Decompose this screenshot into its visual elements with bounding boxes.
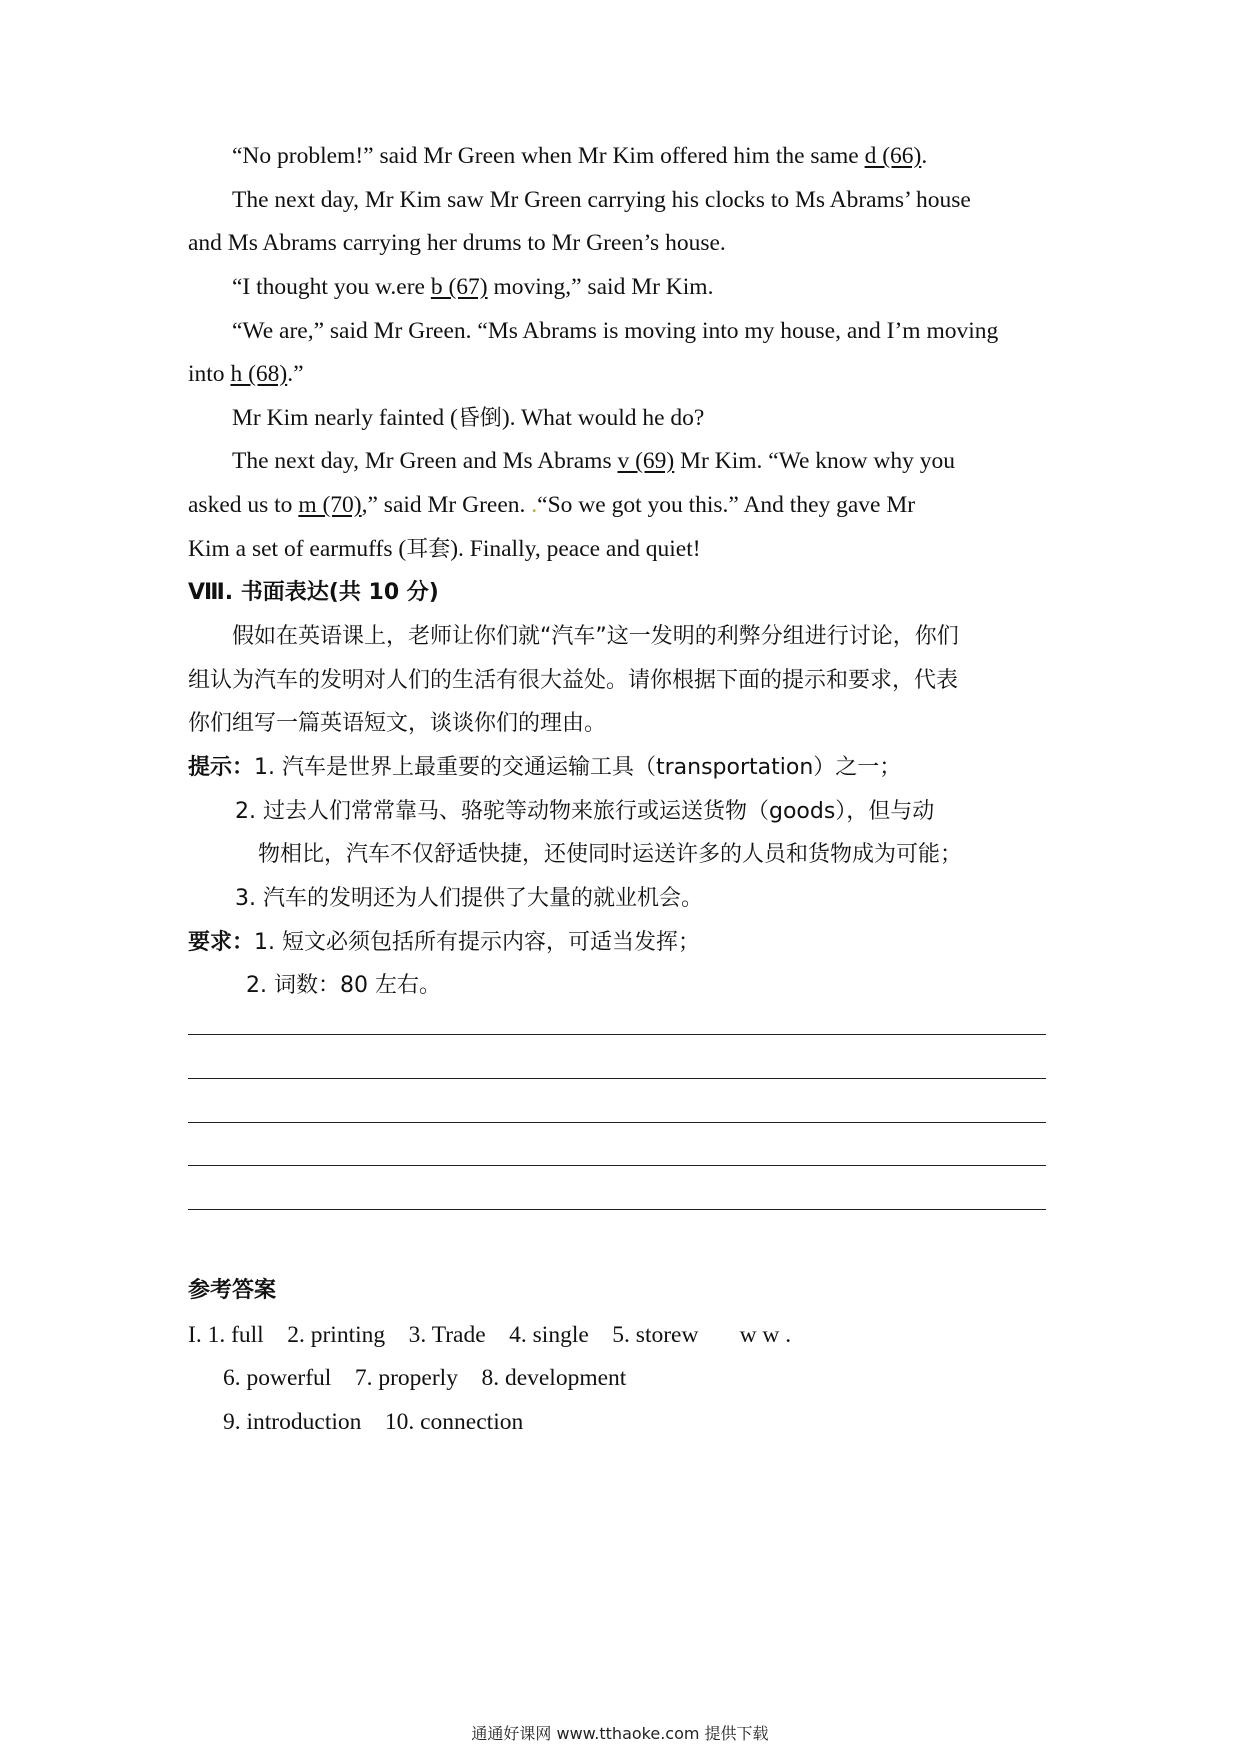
story-line-1: “No problem!” said Mr Green when Mr Kim offered him the same d (66). [232,143,928,169]
section-8-intro-2: 组认为汽车的发明对人们的生活有很大益处。请你根据下面的提示和要求，代表 [188,668,959,693]
blank-67: b (67) [430,274,488,300]
hint-2a: 2. 过去人们常常靠马、骆驼等动物来旅行或运送货物（goods），但与动 [235,799,935,824]
hint-2b: 物相比，汽车不仅舒适快捷，还使同时运送许多的人员和货物成为可能； [258,842,963,867]
blank-68: h (68) [230,361,288,387]
hint-3: 3. 汽车的发明还为人们提供了大量的就业机会。 [235,886,703,911]
story-line-4: “I thought you w.ere b (67) moving,” said Mr Kim. [232,274,714,300]
section-8-intro-3: 你们组写一篇英语短文，谈谈你们的理由。 [188,711,607,736]
hint-1: 1. 汽车是世界上最重要的交通运输工具（transportation）之一； [254,755,902,780]
writing-line[interactable] [188,1078,1046,1079]
writing-line[interactable] [188,1122,1046,1123]
section-8-intro-1: 假如在英语课上，老师让你们就“汽车”这一发明的利弊分组进行讨论，你们 [232,624,959,649]
story-line-6: into h (68).” [188,361,304,387]
answers-title: 参考答案 [188,1278,277,1303]
req-2: 2. 词数：80 左右。 [246,973,441,998]
section-8-title: Ⅷ. 书面表达(共 10 分) [188,580,439,605]
req-1-line [188,928,700,958]
footer-credit: 通通好课网 www.tthaoke.com 提供下载 [471,1724,769,1743]
story-line-7: Mr Kim nearly fainted (昏倒). What would he do? [232,405,705,431]
writing-line[interactable] [188,1209,1046,1210]
document-page [188,0,1058,1754]
writing-line[interactable] [188,1165,1046,1166]
story-line-5: “We are,” said Mr Green. “Ms Abrams is moving into my house, and I’m moving [232,318,999,344]
answers-row-2: 6. powerful 7. properly 8. development [223,1365,627,1391]
story-line-9: asked us to m (70),” said Mr Green. .“So we got you this.” And they gave Mr [188,492,916,518]
blank-66: d (66) [864,143,922,169]
story-line-8: The next day, Mr Green and Ms Abrams v (69) Mr Kim. “We know why you [232,448,955,474]
story-line-10: Kim a set of earmuffs (耳套). Finally, peace and quiet! [188,536,701,562]
story-line-3: and Ms Abrams carrying her drums to Mr Green’s house. [188,230,726,256]
req-1: 1. 短文必须包括所有提示内容，可适当发挥； [254,930,701,955]
blank-69: v (69) [617,448,675,474]
answers-row-1: I. 1. full 2. printing 3. Trade 4. single 5. storew w w . [188,1322,792,1348]
hint-label: 提示： [188,755,255,780]
writing-line[interactable] [188,1034,1046,1035]
req-label: 要求： [188,930,255,955]
blank-70: m (70) [298,492,362,518]
story-line-2: The next day, Mr Kim saw Mr Green carrying his clocks to Ms Abrams’ house [232,187,971,213]
answers-row-3: 9. introduction 10. connection [223,1409,524,1435]
hint-1-line [188,753,901,783]
